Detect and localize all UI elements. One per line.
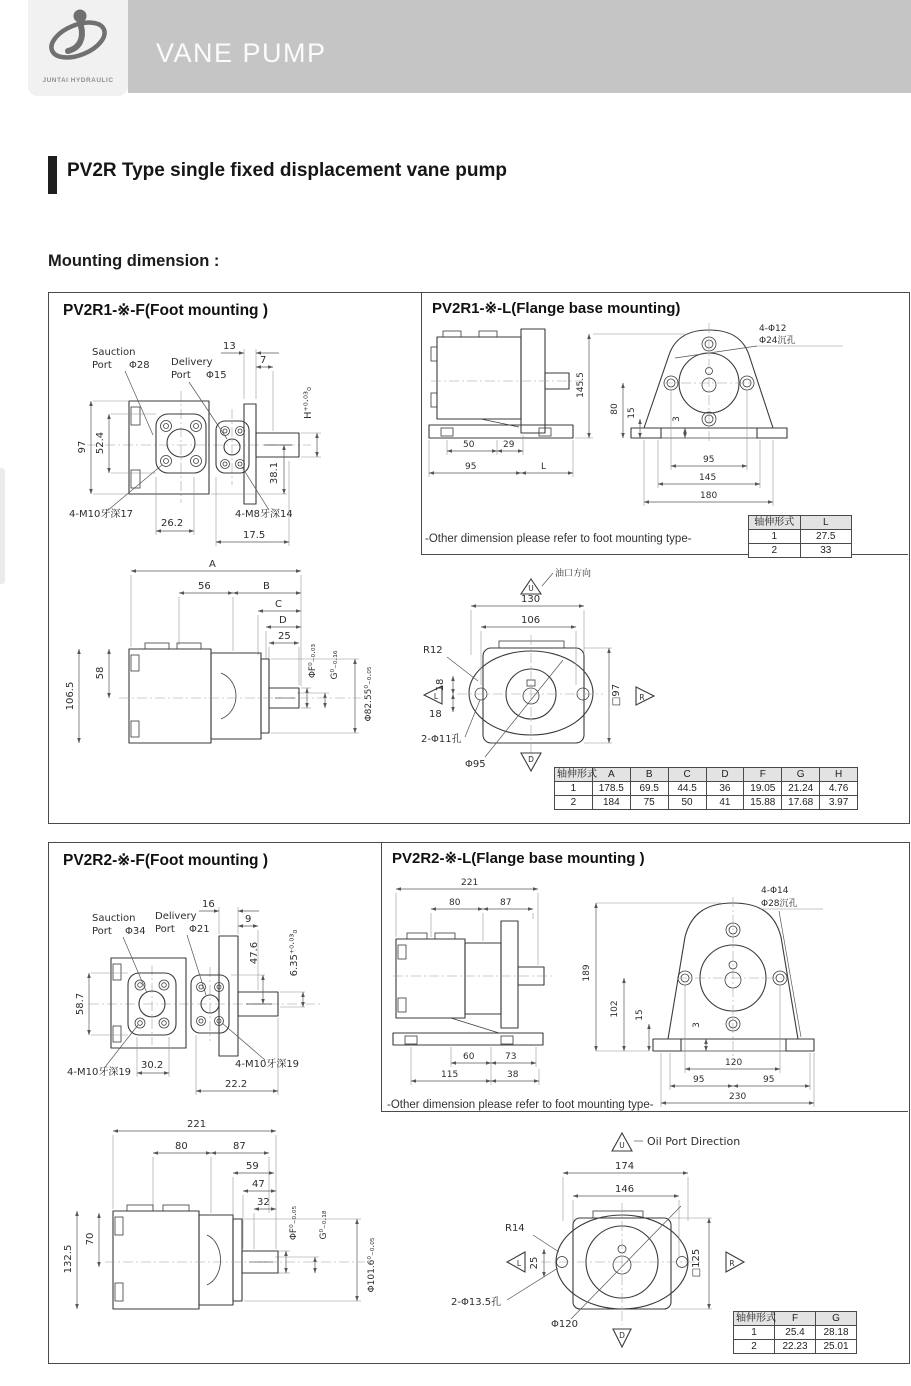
dim-label: 30.2 (141, 1060, 164, 1071)
table-header-cell: G (816, 1312, 857, 1326)
pv2r2-panel (48, 842, 910, 1364)
table-cell: 69.5 (630, 782, 668, 796)
pump-outline (393, 921, 553, 1045)
pv2r1-shaft-ext-table (748, 515, 852, 558)
hole-callout: 4-Φ12 (759, 324, 787, 334)
dim-label: 13 (223, 341, 236, 352)
direction-marker-up: U (619, 1141, 625, 1150)
table-header-cell: F (775, 1312, 816, 1326)
table-cell: 178.5 (592, 782, 630, 796)
dim-label: 59 (246, 1161, 259, 1172)
table-header-cell: L (800, 516, 852, 530)
dim-label: 6.35⁺⁰·⁰³₀ (289, 929, 300, 977)
pv2r1-front-drawing (421, 559, 661, 779)
dim-label: Φ95 (465, 759, 486, 770)
direction-marker-down: D (619, 1331, 625, 1340)
delivery-port-label: Delivery (155, 911, 197, 922)
table-cell: 1 (749, 530, 801, 544)
table-cell: 75 (630, 796, 668, 810)
dim-label: 230 (729, 1092, 747, 1102)
dim-label: 95 (703, 455, 715, 465)
table-cell: 2 (749, 544, 801, 558)
header-banner (128, 0, 911, 93)
center-lines (87, 391, 311, 503)
dim-label: 22.2 (225, 1079, 248, 1090)
oil-direction-label: 油口方向 (555, 569, 592, 579)
pv2r1-flange-note: -Other dimension please refer to foot mounting type- (425, 533, 692, 545)
dim-label: 26.2 (161, 518, 184, 529)
dim-label: 95 (465, 462, 477, 472)
thread-callout: 4-M10牙深19 (67, 1067, 132, 1078)
pv2r1-flange-heading: PV2R1-※-L(Flange base mounting) (432, 300, 681, 317)
suction-port-label: Sauction (92, 913, 136, 924)
table-cell: 17.68 (782, 796, 820, 810)
table-header-cell: H (820, 768, 858, 782)
dim-label: 25 (278, 631, 291, 642)
suction-dia-label: Φ28 (129, 360, 150, 371)
dim-label: 17.5 (243, 530, 266, 541)
dim-label: 15 (627, 407, 637, 419)
direction-marker-left: L (433, 692, 439, 701)
dim-label: 38 (507, 1070, 519, 1080)
table-cell: 21.24 (782, 782, 820, 796)
suction-port-label: Sauction (92, 347, 136, 358)
suction-port-label: Port (92, 360, 112, 371)
dim-label: 7 (260, 355, 267, 366)
delivery-dia-label: Φ21 (189, 924, 210, 935)
page-title: PV2R Type single fixed displacement vane pump (67, 160, 507, 181)
delivery-port-label: Port (155, 924, 175, 935)
table-cell: 25.01 (816, 1340, 857, 1354)
pv2r1-dimension-table (554, 767, 858, 810)
table-cell: 19.05 (744, 782, 782, 796)
table-cell: 1 (734, 1326, 775, 1340)
dim-label: 145.5 (576, 372, 586, 398)
pv2r1-foot-heading: PV2R1-※-F(Foot mounting ) (63, 302, 268, 319)
dim-label: D (279, 615, 287, 626)
delivery-port-label: Port (171, 370, 191, 381)
pump-outline (541, 1203, 701, 1325)
delivery-port-label: Delivery (171, 357, 213, 368)
dim-label: 3 (672, 416, 682, 422)
pump-outline (429, 329, 583, 438)
table-row (555, 782, 858, 796)
logo (28, 0, 128, 96)
dim-label: 60 (463, 1052, 475, 1062)
direction-marker-right: R (729, 1259, 735, 1268)
table-cell: 27.5 (800, 530, 852, 544)
table-row (555, 796, 858, 810)
hole-callout: Φ28沉孔 (761, 899, 798, 909)
dim-label: 47 (252, 1179, 265, 1190)
dim-label: 95 (693, 1075, 705, 1085)
dim-label: 106 (521, 615, 541, 626)
dim-label: 70 (85, 1232, 96, 1246)
hole-callout: 4-Φ14 (761, 886, 789, 896)
pv2r1-foot-drawing (59, 325, 361, 549)
thread-callout: 4-M10牙深19 (235, 1059, 300, 1070)
dim-label: 106.5 (65, 681, 76, 711)
hole-callout: 2-Φ11孔 (421, 734, 462, 745)
dim-label: 221 (461, 878, 479, 888)
dim-label: 25 (529, 1256, 540, 1270)
table-header-cell: D (706, 768, 744, 782)
dim-label: 146 (615, 1184, 635, 1195)
suction-port-label: Port (92, 926, 112, 937)
table-header-cell: 轴伸形式 (734, 1312, 775, 1326)
dim-label: 145 (699, 473, 717, 483)
dim-label: 102 (610, 1000, 620, 1018)
dim-label: 97 (77, 440, 88, 454)
thread-callout: 4-M8牙深14 (235, 509, 293, 520)
dim-label: 3 (692, 1022, 702, 1028)
table-row (734, 1340, 857, 1354)
pv2r2-side-drawing (59, 1117, 414, 1347)
dim-label: ΦF⁰₋₀.₀₅ (289, 1205, 299, 1241)
thread-callout: 4-M10牙深17 (69, 509, 134, 520)
dim-label: 32 (257, 1197, 270, 1208)
section-heading: Mounting dimension : (48, 252, 220, 270)
dim-label: 80 (175, 1141, 188, 1152)
dim-label: C (275, 599, 282, 610)
dim-label: Φ120 (551, 1319, 578, 1330)
pump-outline (457, 635, 603, 761)
table-cell: 50 (668, 796, 706, 810)
direction-marker-left: L (516, 1259, 522, 1268)
oil-direction-label: Oil Port Direction (647, 1135, 741, 1148)
table-header-cell: A (592, 768, 630, 782)
dim-label: R14 (505, 1223, 525, 1234)
dim-label: Φ82.55⁰₋₀.₀₅ (364, 666, 374, 722)
pv2r2-front-drawing (449, 1119, 779, 1359)
table-cell: 3.97 (820, 796, 858, 810)
dim-label: □125 (691, 1248, 702, 1278)
dim-label: 174 (615, 1161, 635, 1172)
dim-label: 38.1 (269, 461, 280, 485)
table-header-cell: 轴伸形式 (749, 516, 801, 530)
dim-label: R12 (423, 645, 443, 656)
pv2r1-side-drawing (59, 559, 389, 759)
table-row (749, 530, 852, 544)
dim-label: H⁺⁰·⁰³₀ (303, 386, 314, 420)
title-accent-bar (48, 156, 57, 194)
dim-label: 180 (700, 491, 718, 501)
pv2r2-flange-note: -Other dimension please refer to foot mounting type- (387, 1099, 654, 1111)
table-header-cell: C (668, 768, 706, 782)
table-cell: 4.76 (820, 782, 858, 796)
leader-lines (105, 935, 265, 1067)
pv2r2-flange-heading: PV2R2-※-L(Flange base mounting ) (392, 850, 645, 867)
banner-title: VANE PUMP (156, 38, 327, 68)
dim-label: 130 (521, 594, 541, 605)
table-header-cell: 轴伸形式 (555, 768, 593, 782)
table-row (734, 1326, 857, 1340)
dim-label: 189 (582, 964, 592, 982)
dim-label: L (541, 462, 547, 472)
hole-callout: 2-Φ13.5孔 (451, 1297, 502, 1308)
dimension-lines (429, 334, 843, 506)
dim-label: 80 (610, 403, 620, 415)
pv2r2-foot-drawing (59, 877, 371, 1101)
table-cell: 28.18 (816, 1326, 857, 1340)
pv2r1-panel (48, 292, 910, 824)
pv2r2-flange-drawing (381, 873, 831, 1108)
dim-label: Φ101.6⁰₋₀.₀₅ (367, 1237, 377, 1293)
dim-label: 56 (198, 581, 211, 592)
dim-label: 58.7 (75, 992, 86, 1016)
direction-marker-down: D (528, 755, 534, 764)
page-edge-tab (0, 468, 5, 584)
flange-front-outline (653, 897, 814, 1057)
dim-label: 95 (763, 1075, 775, 1085)
table-header-cell: F (744, 768, 782, 782)
dim-label: G⁰₋₀.₁₈ (319, 1210, 329, 1240)
dim-label: 80 (449, 898, 461, 908)
dim-label: 29 (503, 440, 515, 450)
logo-mark-icon (28, 0, 128, 70)
table-cell: 22.23 (775, 1340, 816, 1354)
dim-label: 73 (505, 1052, 517, 1062)
table-cell: 15.88 (744, 796, 782, 810)
dim-label: 115 (441, 1070, 459, 1080)
logo-text: JUNTAI HYDRAULIC (42, 77, 114, 84)
dim-label: B (263, 581, 270, 592)
dim-label: 120 (725, 1058, 743, 1068)
dim-label: 221 (187, 1119, 207, 1130)
dim-label: 52.4 (95, 431, 106, 455)
pump-outline (129, 401, 299, 504)
pv2r1-flange-drawing (423, 321, 911, 517)
leader-lines (107, 371, 269, 511)
table-cell: 41 (706, 796, 744, 810)
table-cell: 44.5 (668, 782, 706, 796)
direction-marker-up: U (528, 584, 534, 593)
dim-label: 15 (635, 1009, 645, 1021)
dim-label: 132.5 (63, 1244, 74, 1274)
table-cell: 184 (592, 796, 630, 810)
dim-label: 50 (463, 440, 475, 450)
table-cell: 2 (555, 796, 593, 810)
dim-label: 87 (500, 898, 512, 908)
direction-marker-right: R (639, 693, 645, 702)
table-header-cell: G (782, 768, 820, 782)
pv2r2-fg-table (733, 1311, 857, 1354)
dimension-lines (507, 1141, 712, 1319)
dim-label: ΦF⁰₋₀.₀₃ (308, 643, 318, 679)
dim-label: 16 (202, 899, 215, 910)
table-cell: 33 (800, 544, 852, 558)
dim-label: □97 (611, 683, 622, 707)
table-cell: 1 (555, 782, 593, 796)
dim-label: 18 (429, 709, 442, 720)
dim-label: A (209, 559, 216, 570)
dim-label: 9 (245, 914, 252, 925)
hole-callout: Φ24沉孔 (759, 336, 796, 346)
delivery-dia-label: Φ15 (206, 370, 227, 381)
table-header-cell: B (630, 768, 668, 782)
pv2r2-foot-heading: PV2R2-※-F(Foot mounting ) (63, 852, 268, 869)
table-cell: 36 (706, 782, 744, 796)
dim-label: 87 (233, 1141, 246, 1152)
dim-label: 18 (435, 678, 446, 692)
table-cell: 25.4 (775, 1326, 816, 1340)
suction-dia-label: Φ34 (125, 926, 146, 937)
dim-label: 58 (95, 666, 106, 680)
dim-label: 47.6 (249, 941, 260, 965)
table-cell: 2 (734, 1340, 775, 1354)
table-row (749, 544, 852, 558)
dim-label: G⁰₋₀.₁₆ (330, 650, 340, 680)
